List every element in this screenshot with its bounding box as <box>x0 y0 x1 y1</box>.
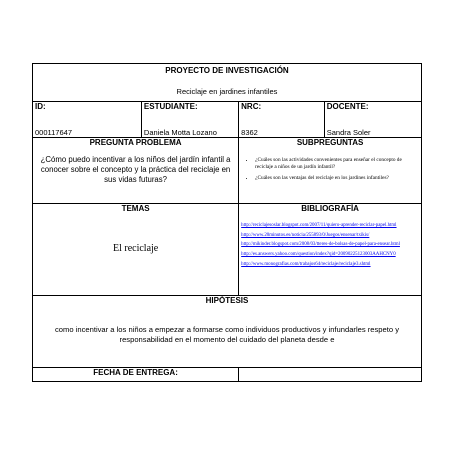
bibliography-links <box>241 223 419 268</box>
student-cell <box>141 102 238 138</box>
id-cell <box>33 102 142 138</box>
bibliography-link[interactable]: http://www.20minutos.es/noticia/255893/0/Juegos/ensenar/txikis/ <box>241 232 370 238</box>
bibliography-link[interactable]: http://reciclajesoslar.blogspot.com/2007/11/quiero-aprender-reciclar-papel.html <box>241 223 397 229</box>
problem-cell <box>33 137 239 203</box>
project-title: PROYECTO DE INVESTIGACIÓN <box>165 66 289 75</box>
fields-row <box>33 102 422 138</box>
delivery-label-cell <box>33 367 239 381</box>
student-value: Daniela Motta Lozano <box>143 127 217 137</box>
id-value: 000117647 <box>35 127 72 137</box>
problem-heading: PREGUNTA PROBLEMA <box>89 137 182 147</box>
delivery-value-cell[interactable] <box>239 367 422 381</box>
subquestions-cell <box>239 137 422 203</box>
themes-cell <box>33 203 239 295</box>
teacher-value: Sandra Soler <box>326 127 371 137</box>
problem-question: ¿Cómo puedo incentivar a los niños del jardín infantil a conocer sobre el concepto y la práctica del reciclaje en sus vidas futuras? <box>40 155 231 184</box>
subquestions-heading: SUBPREGUNTAS <box>296 137 364 147</box>
project-subtitle: Reciclaje en jardines infantiles <box>176 86 278 96</box>
nrc-cell <box>239 102 325 138</box>
nrc-label: NRC: <box>241 102 262 111</box>
hypothesis-text: como incentivar a los niños a empezar a formarse como individuos productivos y infundarles respeto y responsabilidad en el momento del cuidado del planeta desde e <box>55 325 399 345</box>
id-label: ID: <box>35 102 46 111</box>
delivery-label: FECHA DE ENTREGA: <box>93 367 178 377</box>
bibliography-link[interactable]: http://mikinder.blogspot.com/2008/03/tteres-de-bolsas-de-papel-para-ensear.html <box>241 242 400 248</box>
bibliography-link[interactable]: http://www.monografias.com/trabajos64/reciclaje/reciclaje3.shtml <box>241 261 371 267</box>
teacher-cell <box>324 102 421 138</box>
student-label: ESTUDIANTE: <box>143 102 198 111</box>
subquestions-list <box>241 157 419 182</box>
themes-row <box>33 203 422 295</box>
teacher-label: DOCENTE: <box>326 102 369 111</box>
problem-row <box>33 137 422 203</box>
hypothesis-cell <box>33 295 422 367</box>
subquestion-item: • ¿Cuáles son las ventajas del reciclaje en los jardines infantiles? <box>255 175 419 182</box>
delivery-row <box>33 367 422 381</box>
hypothesis-heading: HIPÓTESIS <box>205 295 249 305</box>
hypothesis-row <box>33 295 422 367</box>
theme-topic: El reciclaje <box>113 243 159 255</box>
bibliography-heading: BIBLIOGRAFÍA <box>301 203 359 213</box>
subquestion-item: • ¿Cuáles son las actividades convenientes para enseñar el concepto de reciclaje a niños de un jardín infantil? <box>255 157 419 171</box>
research-project-form <box>32 63 422 382</box>
bibliography-cell <box>239 203 422 295</box>
title-row <box>33 64 422 102</box>
nrc-value: 8362 <box>241 127 258 137</box>
bibliography-link[interactable]: http://es.answers.yahoo.com/question/index?qid=20090225123003AAHCNY0 <box>241 252 396 258</box>
title-cell <box>33 64 422 102</box>
themes-heading: TEMAS <box>121 203 150 213</box>
